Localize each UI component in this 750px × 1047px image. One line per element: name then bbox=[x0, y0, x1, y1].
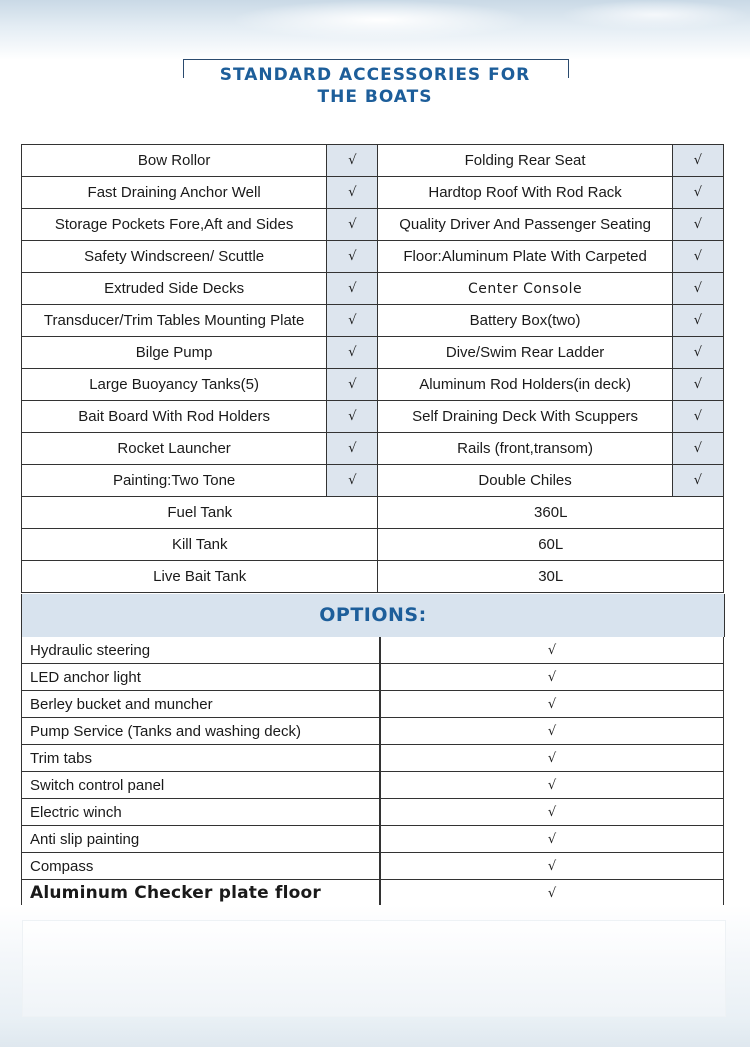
tank-name: Fuel Tank bbox=[22, 497, 378, 529]
options-heading: OPTIONS: bbox=[21, 594, 725, 637]
check-mark: √ bbox=[327, 465, 378, 497]
option-name: Aluminum Checker plate floor bbox=[22, 880, 381, 907]
option-row bbox=[22, 637, 724, 664]
accessory-name: Double Chiles bbox=[378, 465, 672, 497]
check-mark: √ bbox=[380, 853, 724, 880]
check-mark: √ bbox=[327, 241, 378, 273]
standard-accessories-table bbox=[21, 144, 724, 593]
check-mark: √ bbox=[380, 664, 724, 691]
accessory-name: Hardtop Roof With Rod Rack bbox=[378, 177, 672, 209]
accessory-name: Large Buoyancy Tanks(5) bbox=[22, 369, 327, 401]
check-mark: √ bbox=[672, 177, 723, 209]
accessory-name: Aluminum Rod Holders(in deck) bbox=[378, 369, 672, 401]
option-row bbox=[22, 826, 724, 853]
option-name: Switch control panel bbox=[22, 772, 381, 799]
accessory-name: Bow Rollor bbox=[22, 145, 327, 177]
cloud-decoration bbox=[230, 0, 530, 40]
accessory-name: Transducer/Trim Tables Mounting Plate bbox=[22, 305, 327, 337]
check-mark: √ bbox=[327, 145, 378, 177]
check-mark: √ bbox=[327, 337, 378, 369]
check-mark: √ bbox=[672, 433, 723, 465]
option-name: Anti slip painting bbox=[22, 826, 381, 853]
option-name: Trim tabs bbox=[22, 745, 381, 772]
check-mark: √ bbox=[380, 637, 724, 664]
check-mark: √ bbox=[380, 691, 724, 718]
accessory-row bbox=[22, 401, 724, 433]
check-mark: √ bbox=[672, 465, 723, 497]
accessory-name: Self Draining Deck With Scuppers bbox=[378, 401, 672, 433]
check-mark: √ bbox=[672, 145, 723, 177]
accessory-name: Folding Rear Seat bbox=[378, 145, 672, 177]
check-mark: √ bbox=[672, 273, 723, 305]
accessory-row bbox=[22, 273, 724, 305]
check-mark: √ bbox=[380, 799, 724, 826]
title-line-1: STANDARD ACCESSORIES FOR bbox=[219, 65, 531, 85]
option-row bbox=[22, 664, 724, 691]
accessory-name: Dive/Swim Rear Ladder bbox=[378, 337, 672, 369]
check-mark: √ bbox=[380, 745, 724, 772]
option-row bbox=[22, 799, 724, 826]
accessory-name: Extruded Side Decks bbox=[22, 273, 327, 305]
accessory-name: Battery Box(two) bbox=[378, 305, 672, 337]
tank-capacity: 60L bbox=[378, 529, 724, 561]
check-mark: √ bbox=[327, 273, 378, 305]
check-mark: √ bbox=[327, 177, 378, 209]
accessory-name: Bilge Pump bbox=[22, 337, 327, 369]
check-mark: √ bbox=[380, 718, 724, 745]
accessory-row bbox=[22, 177, 724, 209]
check-mark: √ bbox=[327, 369, 378, 401]
accessory-row bbox=[22, 305, 724, 337]
options-table bbox=[21, 637, 724, 907]
check-mark: √ bbox=[327, 401, 378, 433]
tank-capacity: 360L bbox=[378, 497, 724, 529]
accessory-name: Quality Driver And Passenger Seating bbox=[378, 209, 672, 241]
option-row bbox=[22, 745, 724, 772]
check-mark: √ bbox=[327, 305, 378, 337]
check-mark: √ bbox=[380, 772, 724, 799]
tank-name: Live Bait Tank bbox=[22, 561, 378, 593]
option-name: Pump Service (Tanks and washing deck) bbox=[22, 718, 381, 745]
accessory-name: Rails (front,transom) bbox=[378, 433, 672, 465]
option-row bbox=[22, 691, 724, 718]
accessory-row bbox=[22, 145, 724, 177]
option-name: Berley bucket and muncher bbox=[22, 691, 381, 718]
accessory-name: Safety Windscreen/ Scuttle bbox=[22, 241, 327, 273]
tank-name: Kill Tank bbox=[22, 529, 378, 561]
tank-row bbox=[22, 561, 724, 593]
page-title bbox=[150, 64, 600, 108]
tank-capacity: 30L bbox=[378, 561, 724, 593]
accessory-name: Painting:Two Tone bbox=[22, 465, 327, 497]
tank-row bbox=[22, 529, 724, 561]
option-name: Electric winch bbox=[22, 799, 381, 826]
check-mark: √ bbox=[327, 433, 378, 465]
check-mark: √ bbox=[672, 241, 723, 273]
cloud-decoration bbox=[560, 0, 750, 30]
check-mark: √ bbox=[327, 209, 378, 241]
accessory-name: Storage Pockets Fore,Aft and Sides bbox=[22, 209, 327, 241]
option-name: Hydraulic steering bbox=[22, 637, 381, 664]
check-mark: √ bbox=[672, 305, 723, 337]
bottom-faded-panel bbox=[22, 920, 726, 1017]
option-name: LED anchor light bbox=[22, 664, 381, 691]
option-row bbox=[22, 772, 724, 799]
check-mark: √ bbox=[672, 401, 723, 433]
option-row bbox=[22, 853, 724, 880]
accessory-name: Fast Draining Anchor Well bbox=[22, 177, 327, 209]
accessory-row bbox=[22, 209, 724, 241]
option-row bbox=[22, 718, 724, 745]
check-mark: √ bbox=[672, 369, 723, 401]
accessory-row bbox=[22, 241, 724, 273]
accessory-name: Center Console bbox=[378, 273, 672, 305]
option-row bbox=[22, 880, 724, 907]
tank-row bbox=[22, 497, 724, 529]
accessory-name: Floor:Aluminum Plate With Carpeted bbox=[378, 241, 672, 273]
accessory-name: Bait Board With Rod Holders bbox=[22, 401, 327, 433]
check-mark: √ bbox=[380, 826, 724, 853]
accessory-row bbox=[22, 337, 724, 369]
check-mark: √ bbox=[672, 209, 723, 241]
accessory-row bbox=[22, 369, 724, 401]
check-mark: √ bbox=[672, 337, 723, 369]
accessory-row bbox=[22, 433, 724, 465]
check-mark: √ bbox=[380, 880, 724, 907]
accessory-name: Rocket Launcher bbox=[22, 433, 327, 465]
option-name: Compass bbox=[22, 853, 381, 880]
title-line-2: THE BOATS bbox=[317, 87, 433, 107]
accessory-row bbox=[22, 465, 724, 497]
